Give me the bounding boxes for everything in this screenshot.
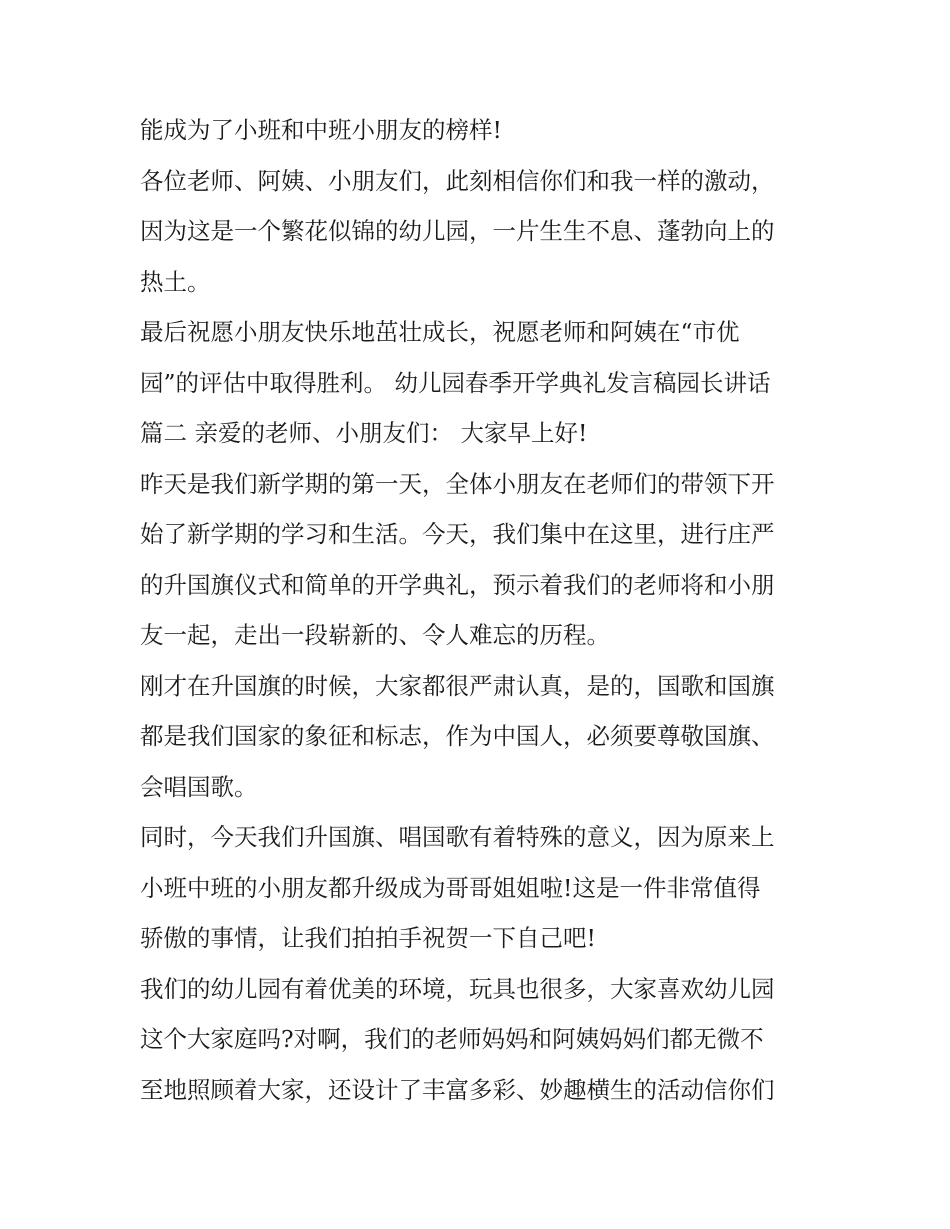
text-line: 这个大家庭吗?对啊，我们的老师妈妈和阿姨妈妈们都无微不 <box>140 1025 764 1053</box>
text-line: 篇二 亲爱的老师、小朋友们： 大家早上好! <box>140 419 588 447</box>
text-line: 我们的幼儿园有着优美的环境，玩具也很多，大家喜欢幼儿园 <box>140 975 775 1003</box>
text-line: 各位老师、阿姨、小朋友们，此刻相信你们和我一样的激动， <box>140 167 775 195</box>
text-line: 小班中班的小朋友都升级成为哥哥姐姐啦!这是一件非常值得 <box>140 874 761 902</box>
text-line: 会唱国歌。 <box>140 773 258 801</box>
text-line: 昨天是我们新学期的第一天，全体小朋友在老师们的带领下开 <box>140 470 775 498</box>
text-line: 骄傲的事情，让我们拍拍手祝贺一下自己吧! <box>140 924 596 952</box>
text-line: 始了新学期的学习和生活。今天，我们集中在这里，进行庄严 <box>140 520 775 548</box>
text-line: 热土。 <box>140 268 211 296</box>
text-line: 友一起，走出一段崭新的、令人难忘的历程。 <box>140 621 610 649</box>
text-line: 因为这是一个繁花似锦的幼儿园，一片生生不息、蓬勃向上的 <box>140 217 775 245</box>
text-line: 最后祝愿小朋友快乐地茁壮成长，祝愿老师和阿姨在“市优 <box>140 318 740 346</box>
text-line: 至地照顾着大家，还设计了丰富多彩、妙趣横生的活动信你们 <box>140 1076 775 1104</box>
text-line: 同时，今天我们升国旗、唱国歌有着特殊的意义，因为原来上 <box>140 823 775 851</box>
text-line: 刚才在升国旗的时候，大家都很严肃认真，是的，国歌和国旗 <box>140 672 775 700</box>
text-line: 的升国旗仪式和简单的开学典礼，预示着我们的老师将和小朋 <box>140 571 775 599</box>
text-line: 能成为了小班和中班小朋友的榜样! <box>140 116 502 144</box>
text-line: 园”的评估中取得胜利。 幼儿园春季开学典礼发言稿园长讲话 <box>140 369 771 397</box>
text-line: 都是我们国家的象征和标志，作为中国人，必须要尊敬国旗、 <box>140 722 775 750</box>
